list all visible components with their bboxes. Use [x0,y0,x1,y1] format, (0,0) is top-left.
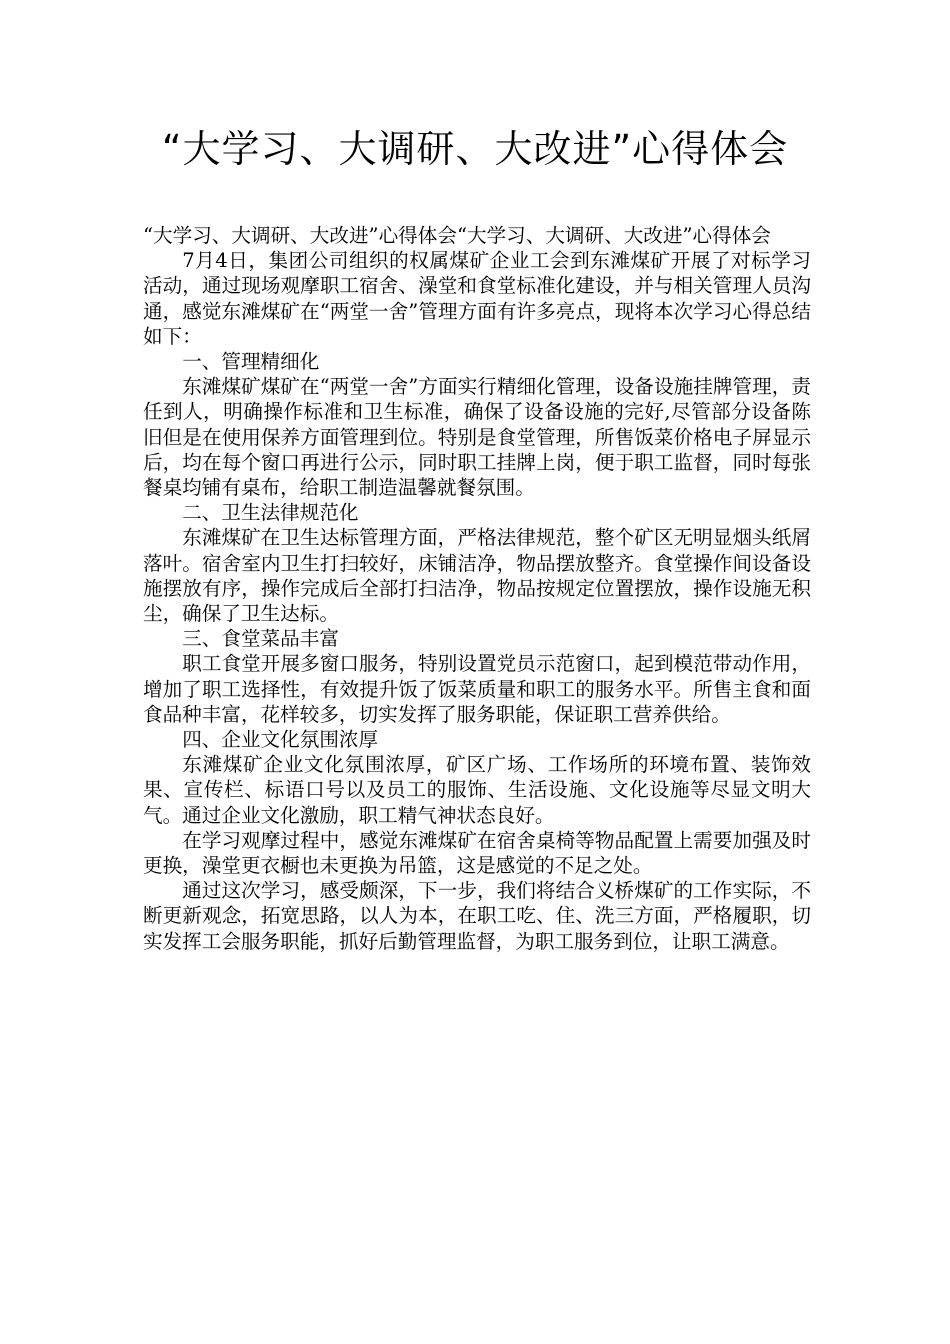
body-paragraph: 7月4日，集团公司组织的权属煤矿企业工会到东滩煤矿开展了对标学习活动，通过现场观摩职工宿舍、澡堂和食堂标准化建设，并与相关管理人员沟通，感觉东滩煤矿在“两堂一舍”管理方面有许多亮点，现将本次学习心得总结如下： [143,249,811,348]
body-paragraph: 东滩煤矿在卫生达标管理方面，严格法律规范，整个矿区无明显烟头纸屑落叶。宿舍室内卫生打扫较好，床铺洁净，物品摆放整齐。食堂操作间设备设施摆放有序，操作完成后全部打扫洁净，物品按规定位置摆放，操作设施无积尘，确保了卫生达标。 [143,526,811,626]
section-heading: 四、企业文化氛围浓厚 [182,728,379,752]
section-heading: 三、食堂菜品丰富 [182,627,339,651]
body-paragraph: 在学习观摩过程中，感觉东滩煤矿在宿舍桌椅等物品配置上需要加强及时更换，澡堂更衣橱也未更换为吊篮，这是感觉的不足之处。 [143,828,811,878]
body-paragraph: 东滩煤矿煤矿在“两堂一舍”方面实行精细化管理，设备设施挂牌管理，责任到人，明确操作标准和卫生标准，确保了设备设施的完好,尽管部分设备陈旧但是在使用保养方面管理到位。特别是食堂管理，所售饭菜价格电子屏显示后，均在每个窗口再进行公示，同时职工挂牌上岗，便于职工监督，同时每张餐桌均铺有桌布，给职工制造温馨就餐氛围。 [143,375,811,500]
document-title: “大学习、大调研、大改进”心得体会 [161,127,789,171]
document-body [143,223,811,954]
intro-paragraph: “大学习、大调研、大改进”心得体会“大学习、大调研、大改进”心得体会 [143,224,771,247]
section-heading: 一、管理精细化 [182,350,320,374]
body-paragraph: 东滩煤矿企业文化氛围浓厚，矿区广场、工作场所的环境布置、装饰效果、宣传栏、标语口号以及员工的服饰、生活设施、文化设施等尽显文明大气。通过企业文化激励，职工精气神状态良好。 [143,753,811,827]
body-paragraph: 职工食堂开展多窗口服务，特别设置党员示范窗口，起到模范带动作用，增加了职工选择性，有效提升饭了饭菜质量和职工的服务水平。所售主食和面食品种丰富，花样较多，切实发挥了服务职能，保证职工营养供给。 [143,652,811,726]
section-heading: 二、卫生法律规范化 [182,501,359,525]
closing-paragraph: 通过这次学习，感受颇深，下一步，我们将结合义桥煤矿的工作实际，不断更新观念，拓宽思路，以人为本，在职工吃、住、洗三方面，严格履职，切实发挥工会服务职能，抓好后勤管理监督，为职工服务到位，让职工满意。 [143,879,811,953]
